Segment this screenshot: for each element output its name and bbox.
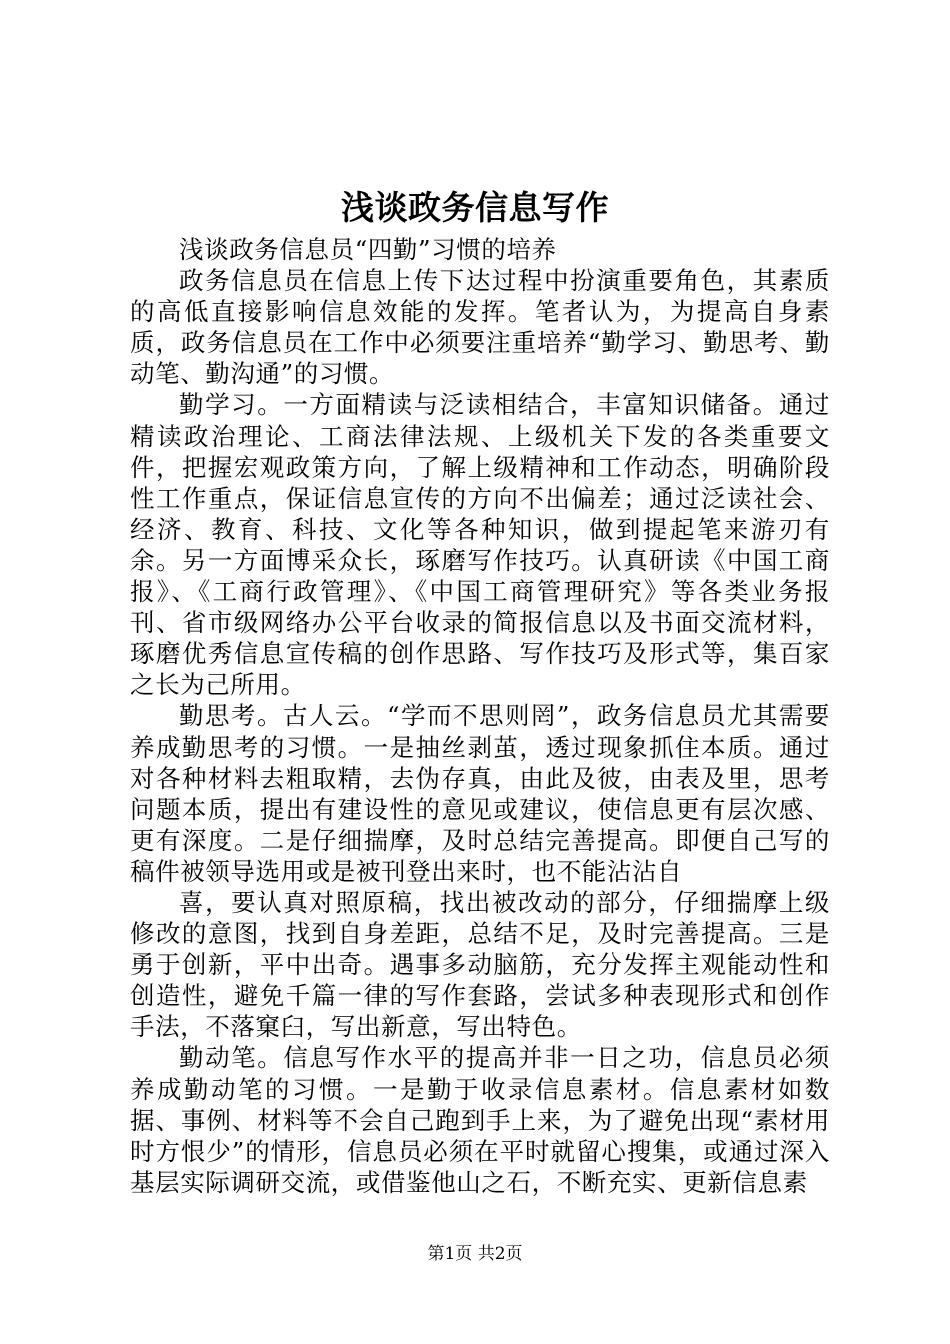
document-title: 浅谈政务信息写作 bbox=[341, 188, 609, 227]
page-indicator: 第1页 共2页 bbox=[427, 1244, 523, 1264]
paragraph-think: 勤思考。古人云。“学而不思则罔”，政务信息员尤其需要养成勤思考的习惯。一是抽丝剥茧，透过现象抓住本质。通过对各种材料去粗取精，去伪存真，由此及彼，由表及里，思考问题本质，提出有建设性的意见或建议，使信息更有层次感、更有深度。二是仔细揣摩，及时总结完善提高。即便自己写的稿件被领导选用或是被刊登出来时，也不能沾沾自 bbox=[130, 701, 830, 886]
paragraph-study: 勤学习。一方面精读与泛读相结合，丰富知识储备。通过精读政治理论、工商法律法规、上级机关下发的各类重要文件，把握宏观政策方向，了解上级精神和工作动态，明确阶段性工作重点，保证信息宣传的方向不出偏差；通过泛读社会、经济、教育、科技、文化等各种知识，做到提起笔来游刃有余。另一方面博采众长，琢磨写作技巧。认真研读《中国工商报》、《工商行政管理》、《中国工商管理研究》等各类业务报刊、省市级网络办公平台收录的简报信息以及书面交流材料，琢磨优秀信息宣传稿的创作思路、写作技巧及形式等，集百家之长为己所用。 bbox=[130, 390, 830, 700]
paragraph-think-continued: 喜，要认真对照原稿，找出被改动的部分，仔细揣摩上级修改的意图，找到自身差距，总结不足，及时完善提高。三是勇于创新，平中出奇。遇事多动脑筋，充分发挥主观能动性和创造性，避免千篇一律的写作套路，尝试多种表现形式和创作手法，不落窠臼，写出新意，写出特色。 bbox=[130, 887, 830, 1042]
document-body bbox=[130, 234, 830, 1198]
document-subtitle: 浅谈政务信息员“四勤”习惯的培养 bbox=[179, 235, 557, 264]
paragraph-write: 勤动笔。信息写作水平的提高并非一日之功，信息员必须养成勤动笔的习惯。一是勤于收录信息素材。信息素材如数据、事例、材料等不会自己跑到手上来，为了避免出现“素材用时方恨少”的情形，信息员必须在平时就留心搜集，或通过深入基层实际调研交流，或借鉴他山之石，不断充实、更新信息素 bbox=[130, 1043, 830, 1197]
paragraph-intro: 政务信息员在信息上传下达过程中扮演重要角色，其素质的高低直接影响信息效能的发挥。笔者认为，为提高自身素质，政务信息员在工作中必须要注重培养“勤学习、勤思考、勤动笔、勤沟通”的习惯。 bbox=[130, 266, 830, 389]
